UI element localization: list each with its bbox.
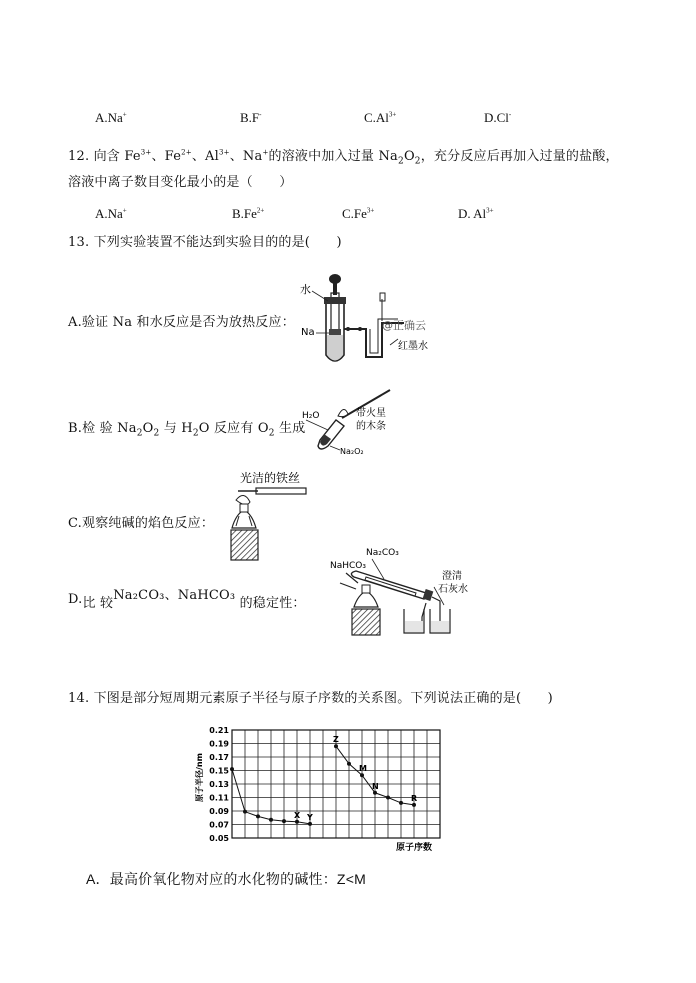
point-label: Y (307, 812, 313, 822)
label-na2co3: Na₂CO₃ (366, 548, 399, 558)
q11-option-a (95, 110, 127, 126)
q12-stem-line1 (68, 145, 619, 167)
label-na: Na (301, 327, 315, 338)
label-text: O 反应有 O (198, 421, 269, 436)
option-sup: 3+ (388, 110, 397, 119)
data-point (230, 767, 234, 771)
label-formula: Na₂CO₃、NaHCO₃ (113, 588, 236, 603)
label-text: D. (68, 592, 83, 607)
q13-figure-b (300, 388, 400, 463)
q11-option-d (484, 110, 511, 126)
stem-sub: 2 (414, 156, 421, 167)
data-point (243, 810, 247, 814)
q12-option-d (458, 206, 494, 222)
stem-text: 、Na (229, 149, 263, 164)
y-tick-label: 0.13 (209, 780, 229, 789)
stem-text: O (403, 149, 415, 164)
label-text: B.检 验 Na (68, 421, 137, 436)
q14-stem: 14. 下图是部分短周期元素原子半径与原子序数的关系图。下列说法正确的是( ) (68, 691, 553, 706)
label-na2o2: Na₂O₂ (340, 447, 364, 456)
label-h2o: H₂O (302, 411, 320, 421)
data-point (412, 803, 416, 807)
label-text: O (142, 421, 154, 436)
data-point (308, 822, 312, 826)
data-point (256, 814, 260, 818)
y-tick-label: 0.09 (209, 807, 229, 816)
y-tick-label: 0.17 (209, 753, 229, 762)
q12-option-a (95, 206, 127, 222)
label-sub: 2 (268, 428, 275, 439)
option-text: A.Na (95, 206, 123, 221)
y-tick-label: 0.21 (209, 726, 229, 735)
label-sub: 2 (136, 428, 143, 439)
stem-text: 、Fe (151, 149, 182, 164)
option-sup: 3+ (486, 206, 494, 215)
q13-stem: 13. 下列实验装置不能达到实验目的的是( ) (68, 235, 342, 250)
stem-text: 、Al (191, 149, 219, 164)
option-sup: - (259, 110, 262, 119)
q12-stem-line2: 溶液中离子数目变化最小的是（ ） (68, 175, 293, 190)
point-label: X (294, 810, 301, 820)
q13-figure-d (326, 543, 472, 638)
data-point (282, 819, 286, 823)
watermark-text: @正确云 (382, 319, 426, 332)
radius-chart (190, 722, 460, 857)
q11-option-c (364, 110, 396, 126)
y-tick-label: 0.15 (209, 766, 229, 776)
label-splint-2: 的木条 (356, 421, 386, 432)
data-point (334, 744, 338, 748)
label-lime-1: 澄清 (442, 571, 462, 582)
label-nahco3: NaHCO₃ (330, 561, 366, 571)
label-sub: 2 (153, 428, 160, 439)
label-text: 比 较 (82, 596, 114, 611)
q13-option-d-label (68, 588, 306, 611)
data-point (386, 796, 390, 800)
q12-option-c (342, 206, 374, 222)
label-ink: 红墨水 (398, 341, 428, 352)
y-tick-label: 0.19 (209, 739, 229, 749)
data-point (295, 820, 299, 824)
label-wire: 光洁的铁丝 (240, 471, 301, 485)
stem-sup: 3+ (140, 148, 152, 157)
point-label: N (372, 781, 379, 791)
y-tick-label: 0.05 (209, 834, 229, 843)
label-text: 与 H (159, 421, 193, 436)
option-text: C.Al (364, 110, 389, 125)
q12-option-b (232, 206, 264, 222)
option-sup: + (122, 110, 127, 119)
label-lime-2: 石灰水 (438, 584, 468, 595)
q13-figure-a (298, 263, 443, 368)
option-text: C.Fe (342, 206, 367, 221)
point-label: R (411, 793, 418, 803)
label-text: 的稳定性： (235, 596, 306, 611)
data-point (360, 773, 364, 777)
point-label: Z (333, 735, 339, 745)
option-sup: + (122, 206, 127, 215)
data-point (373, 791, 377, 795)
stem-text: 12. 向含 Fe (68, 149, 141, 164)
q13-option-b-label (68, 417, 306, 439)
option-text: D. Al (458, 206, 487, 221)
option-sup: - (508, 110, 512, 119)
data-point (399, 801, 403, 805)
stem-text: ，充分反应后再加入过量的盐酸， (420, 149, 619, 164)
option-text: A.Na (95, 110, 123, 125)
label-sub: 2 (192, 428, 199, 439)
option-text: B.F (240, 110, 260, 125)
q13-option-a-label: A.验证 Na 和水反应是否为放热反应： (68, 315, 295, 330)
option-sup: 3+ (366, 206, 375, 215)
y-tick-label: 0.07 (209, 820, 229, 830)
q14-option-a: A．最高价氧化物对应的水化物的碱性：Z<M (86, 871, 366, 887)
stem-sup: + (262, 148, 269, 157)
y-axis-label: 原子半径/nm (195, 753, 204, 802)
data-point (347, 762, 351, 766)
q13-figure-c (228, 470, 313, 578)
q11-option-b (240, 110, 262, 126)
label-water: 水 (300, 283, 311, 296)
option-text: B.Fe (232, 206, 257, 221)
option-sup: 2+ (256, 206, 265, 215)
x-axis-label: 原子序数 (396, 843, 433, 853)
stem-sup: 3+ (218, 148, 230, 157)
label-text: 生成 (274, 421, 306, 436)
q13-option-c-label: C.观察纯碱的焰色反应： (68, 516, 215, 531)
stem-sub: 2 (398, 156, 404, 167)
y-tick-label: 0.11 (209, 793, 229, 803)
data-point (269, 818, 273, 822)
point-label: M (359, 764, 367, 774)
stem-text: 的溶液中加入过量 Na (268, 149, 398, 164)
option-text: D.Cl (484, 110, 509, 125)
label-splint-1: 带火星 (356, 408, 386, 419)
stem-sup: 2+ (181, 148, 192, 157)
